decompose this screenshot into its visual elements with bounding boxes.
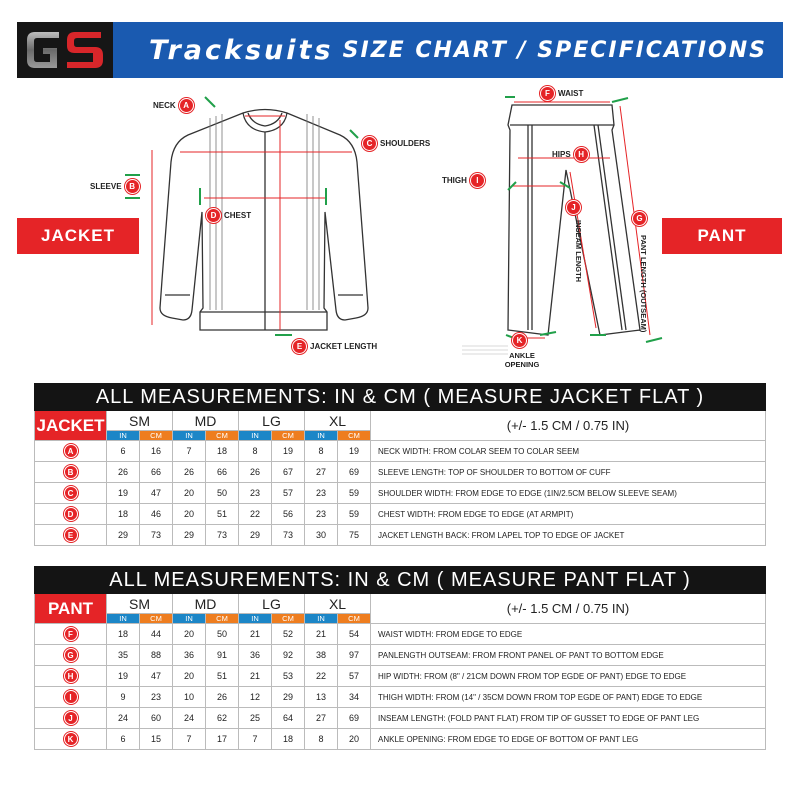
table-value-cell: 91 <box>206 645 239 666</box>
measurement-description: THIGH WIDTH: FROM (14" / 35CM DOWN FROM TOP EGDE OF PANT) EDGE TO EDGE <box>371 687 766 708</box>
header <box>17 22 783 78</box>
row-letter-marker: H <box>64 669 78 683</box>
size-header: XL <box>305 594 371 614</box>
table-value-cell: 18 <box>272 729 305 750</box>
row-letter-cell <box>35 666 107 687</box>
table-value-cell: 26 <box>206 687 239 708</box>
table-value-cell: 75 <box>338 525 371 546</box>
row-letter-marker: K <box>64 732 78 746</box>
table-value-cell: 16 <box>140 441 173 462</box>
jacket-measure-lines <box>152 116 352 330</box>
table-value-cell: 22 <box>305 666 338 687</box>
table-value-cell: 29 <box>239 525 272 546</box>
table-value-cell: 20 <box>173 483 206 504</box>
table-value-cell: 88 <box>140 645 173 666</box>
unit-cm-header: CM <box>206 431 239 441</box>
row-letter-marker: F <box>64 627 78 641</box>
table-value-cell: 27 <box>305 708 338 729</box>
table-value-cell: 29 <box>173 525 206 546</box>
unit-in-header: IN <box>305 614 338 624</box>
measurement-description: ANKLE OPENING: FROM EDGE TO EDGE OF BOTTOM OF PANT LEG <box>371 729 766 750</box>
unit-in-header: IN <box>239 614 272 624</box>
table-value-cell: 19 <box>107 483 140 504</box>
row-letter-cell <box>35 708 107 729</box>
table-value-cell: 17 <box>206 729 239 750</box>
table-value-cell: 20 <box>173 504 206 525</box>
row-letter-marker: G <box>64 648 78 662</box>
table-value-cell: 66 <box>206 462 239 483</box>
table-value-cell: 24 <box>107 708 140 729</box>
size-header: MD <box>173 594 239 614</box>
measurement-description: PANLENGTH OUTSEAM: FROM FRONT PANEL OF PANT TO BOTTOM EDGE <box>371 645 766 666</box>
table-value-cell: 29 <box>107 525 140 546</box>
table-value-cell: 26 <box>107 462 140 483</box>
table-value-cell: 20 <box>173 666 206 687</box>
table-value-cell: 38 <box>305 645 338 666</box>
size-header: MD <box>173 411 239 431</box>
unit-cm-header: CM <box>206 614 239 624</box>
table-value-cell: 36 <box>173 645 206 666</box>
table-value-cell: 69 <box>338 462 371 483</box>
size-header: SM <box>107 411 173 431</box>
row-letter-cell <box>35 645 107 666</box>
unit-in-header: IN <box>239 431 272 441</box>
pant-table-grid <box>34 594 766 750</box>
measurement-description: SLEEVE LENGTH: TOP OF SHOULDER TO BOTTOM OF CUFF <box>371 462 766 483</box>
unit-in-header: IN <box>173 614 206 624</box>
table-value-cell: 27 <box>305 462 338 483</box>
table-value-cell: 34 <box>338 687 371 708</box>
table-value-cell: 19 <box>107 666 140 687</box>
table-value-cell: 18 <box>107 504 140 525</box>
row-letter-cell <box>35 729 107 750</box>
measurement-description: INSEAM LENGTH: (FOLD PANT FLAT) FROM TIP OF GUSSET TO EDGE OF PANT LEG <box>371 708 766 729</box>
unit-cm-header: CM <box>272 614 305 624</box>
table-value-cell: 57 <box>338 666 371 687</box>
table-value-cell: 69 <box>338 708 371 729</box>
row-letter-cell <box>35 483 107 504</box>
size-header: SM <box>107 594 173 614</box>
table-value-cell: 29 <box>272 687 305 708</box>
table-value-cell: 52 <box>272 624 305 645</box>
jacket-table-title: ALL MEASUREMENTS: IN & CM ( MEASURE JACKET FLAT ) <box>34 383 766 411</box>
table-value-cell: 36 <box>239 645 272 666</box>
pant-table-title: ALL MEASUREMENTS: IN & CM ( MEASURE PANT FLAT ) <box>34 566 766 594</box>
table-value-cell: 47 <box>140 483 173 504</box>
table-value-cell: 7 <box>239 729 272 750</box>
callout-chest: D CHEST <box>206 208 251 223</box>
unit-cm-header: CM <box>140 614 173 624</box>
table-value-cell: 46 <box>140 504 173 525</box>
row-letter-marker: B <box>64 465 78 479</box>
table-value-cell: 10 <box>173 687 206 708</box>
size-header: XL <box>305 411 371 431</box>
table-value-cell: 23 <box>305 483 338 504</box>
row-letter-cell <box>35 441 107 462</box>
unit-cm-header: CM <box>140 431 173 441</box>
table-value-cell: 21 <box>239 624 272 645</box>
unit-cm-header: CM <box>338 614 371 624</box>
measurement-description: WAIST WIDTH: FROM EDGE TO EDGE <box>371 624 766 645</box>
table-value-cell: 97 <box>338 645 371 666</box>
callout-jacket-length: E JACKET LENGTH <box>292 339 377 354</box>
table-value-cell: 59 <box>338 483 371 504</box>
callout-thigh: THIGH I <box>442 173 485 188</box>
table-value-cell: 51 <box>206 504 239 525</box>
measurement-description: CHEST WIDTH: FROM EDGE TO EDGE (AT ARMPIT) <box>371 504 766 525</box>
size-header: LG <box>239 411 305 431</box>
callout-hips: HIPS H <box>552 147 589 162</box>
unit-in-header: IN <box>107 614 140 624</box>
row-letter-cell <box>35 462 107 483</box>
callout-ankle-marker: K <box>512 333 527 348</box>
pant-measurements-table <box>34 566 766 750</box>
table-value-cell: 20 <box>338 729 371 750</box>
unit-in-header: IN <box>173 431 206 441</box>
table-value-cell: 13 <box>305 687 338 708</box>
table-value-cell: 18 <box>206 441 239 462</box>
table-value-cell: 73 <box>140 525 173 546</box>
table-value-cell: 7 <box>173 729 206 750</box>
table-value-cell: 12 <box>239 687 272 708</box>
unit-in-header: IN <box>107 431 140 441</box>
brand-logo <box>17 22 113 78</box>
table-value-cell: 53 <box>272 666 305 687</box>
table-value-cell: 23 <box>305 504 338 525</box>
table-value-cell: 15 <box>140 729 173 750</box>
table-value-cell: 8 <box>239 441 272 462</box>
tolerance-note: (+/- 1.5 CM / 0.75 IN) <box>371 411 766 441</box>
table-value-cell: 25 <box>239 708 272 729</box>
table-value-cell: 44 <box>140 624 173 645</box>
page-subtitle: SIZE CHART / SPECIFICATIONS <box>342 37 767 63</box>
table-value-cell: 57 <box>272 483 305 504</box>
callout-sleeve: SLEEVE B <box>90 179 140 194</box>
callout-inseam-marker: J <box>566 200 581 215</box>
measurement-description: HIP WIDTH: FROM (8" / 21CM DOWN FROM TOP EGDE OF PANT) EDGE TO EDGE <box>371 666 766 687</box>
page-title: Tracksuits <box>149 34 334 66</box>
table-value-cell: 8 <box>305 441 338 462</box>
table-value-cell: 19 <box>272 441 305 462</box>
measurement-description: JACKET LENGTH BACK: FROM LAPEL TOP TO EDGE OF JACKET <box>371 525 766 546</box>
table-value-cell: 64 <box>272 708 305 729</box>
callout-outseam-marker: G <box>632 211 647 226</box>
table-value-cell: 23 <box>140 687 173 708</box>
table-value-cell: 73 <box>206 525 239 546</box>
measurement-description: NECK WIDTH: FROM COLAR SEEM TO COLAR SEEM <box>371 441 766 462</box>
table-value-cell: 8 <box>305 729 338 750</box>
table-value-cell: 9 <box>107 687 140 708</box>
jacket-drawing <box>160 110 368 331</box>
table-value-cell: 7 <box>173 441 206 462</box>
unit-in-header: IN <box>305 431 338 441</box>
table-value-cell: 50 <box>206 624 239 645</box>
table-value-cell: 18 <box>107 624 140 645</box>
unit-cm-header: CM <box>338 431 371 441</box>
table-value-cell: 26 <box>239 462 272 483</box>
table-value-cell: 66 <box>140 462 173 483</box>
table-value-cell: 54 <box>338 624 371 645</box>
table-value-cell: 62 <box>206 708 239 729</box>
tolerance-note: (+/- 1.5 CM / 0.75 IN) <box>371 594 766 624</box>
table-value-cell: 23 <box>239 483 272 504</box>
table-value-cell: 51 <box>206 666 239 687</box>
table-value-cell: 35 <box>107 645 140 666</box>
table-value-cell: 60 <box>140 708 173 729</box>
row-letter-marker: J <box>64 711 78 725</box>
table-value-cell: 21 <box>239 666 272 687</box>
inseam-length-text: INSEAM LENGTH <box>574 220 583 283</box>
table-value-cell: 30 <box>305 525 338 546</box>
row-letter-marker: E <box>64 528 78 542</box>
row-letter-cell <box>35 504 107 525</box>
table-value-cell: 56 <box>272 504 305 525</box>
row-letter-marker: I <box>64 690 78 704</box>
table-value-cell: 6 <box>107 729 140 750</box>
table-value-cell: 92 <box>272 645 305 666</box>
row-letter-marker: D <box>64 507 78 521</box>
jacket-label: JACKET <box>17 218 139 254</box>
callout-neck: NECK A <box>153 98 194 113</box>
table-value-cell: 73 <box>272 525 305 546</box>
title-bar <box>113 22 783 78</box>
size-header: LG <box>239 594 305 614</box>
measurement-description: SHOULDER WIDTH: FROM EDGE TO EDGE (1IN/2.5CM BELOW SLEEVE SEAM) <box>371 483 766 504</box>
table-value-cell: 22 <box>239 504 272 525</box>
jacket-table-grid <box>34 411 766 546</box>
row-letter-marker: C <box>64 486 78 500</box>
table-corner-label: JACKET <box>35 411 107 441</box>
table-value-cell: 26 <box>173 462 206 483</box>
callout-ankle-opening: ANKLE OPENING <box>504 351 540 369</box>
callout-waist: F WAIST <box>540 86 583 101</box>
table-value-cell: 50 <box>206 483 239 504</box>
table-value-cell: 6 <box>107 441 140 462</box>
table-value-cell: 59 <box>338 504 371 525</box>
table-value-cell: 47 <box>140 666 173 687</box>
table-value-cell: 19 <box>338 441 371 462</box>
table-value-cell: 67 <box>272 462 305 483</box>
table-value-cell: 24 <box>173 708 206 729</box>
row-letter-cell <box>35 624 107 645</box>
row-letter-marker: A <box>64 444 78 458</box>
row-letter-cell <box>35 525 107 546</box>
pant-label: PANT <box>662 218 782 254</box>
callout-shoulders: C SHOULDERS <box>362 136 430 151</box>
pant-length-text: PANT LENGTH (OUTSEAM) <box>639 235 648 333</box>
unit-cm-header: CM <box>272 431 305 441</box>
table-value-cell: 20 <box>173 624 206 645</box>
table-value-cell: 21 <box>305 624 338 645</box>
table-corner-label: PANT <box>35 594 107 624</box>
jacket-measurements-table <box>34 383 766 546</box>
row-letter-cell <box>35 687 107 708</box>
